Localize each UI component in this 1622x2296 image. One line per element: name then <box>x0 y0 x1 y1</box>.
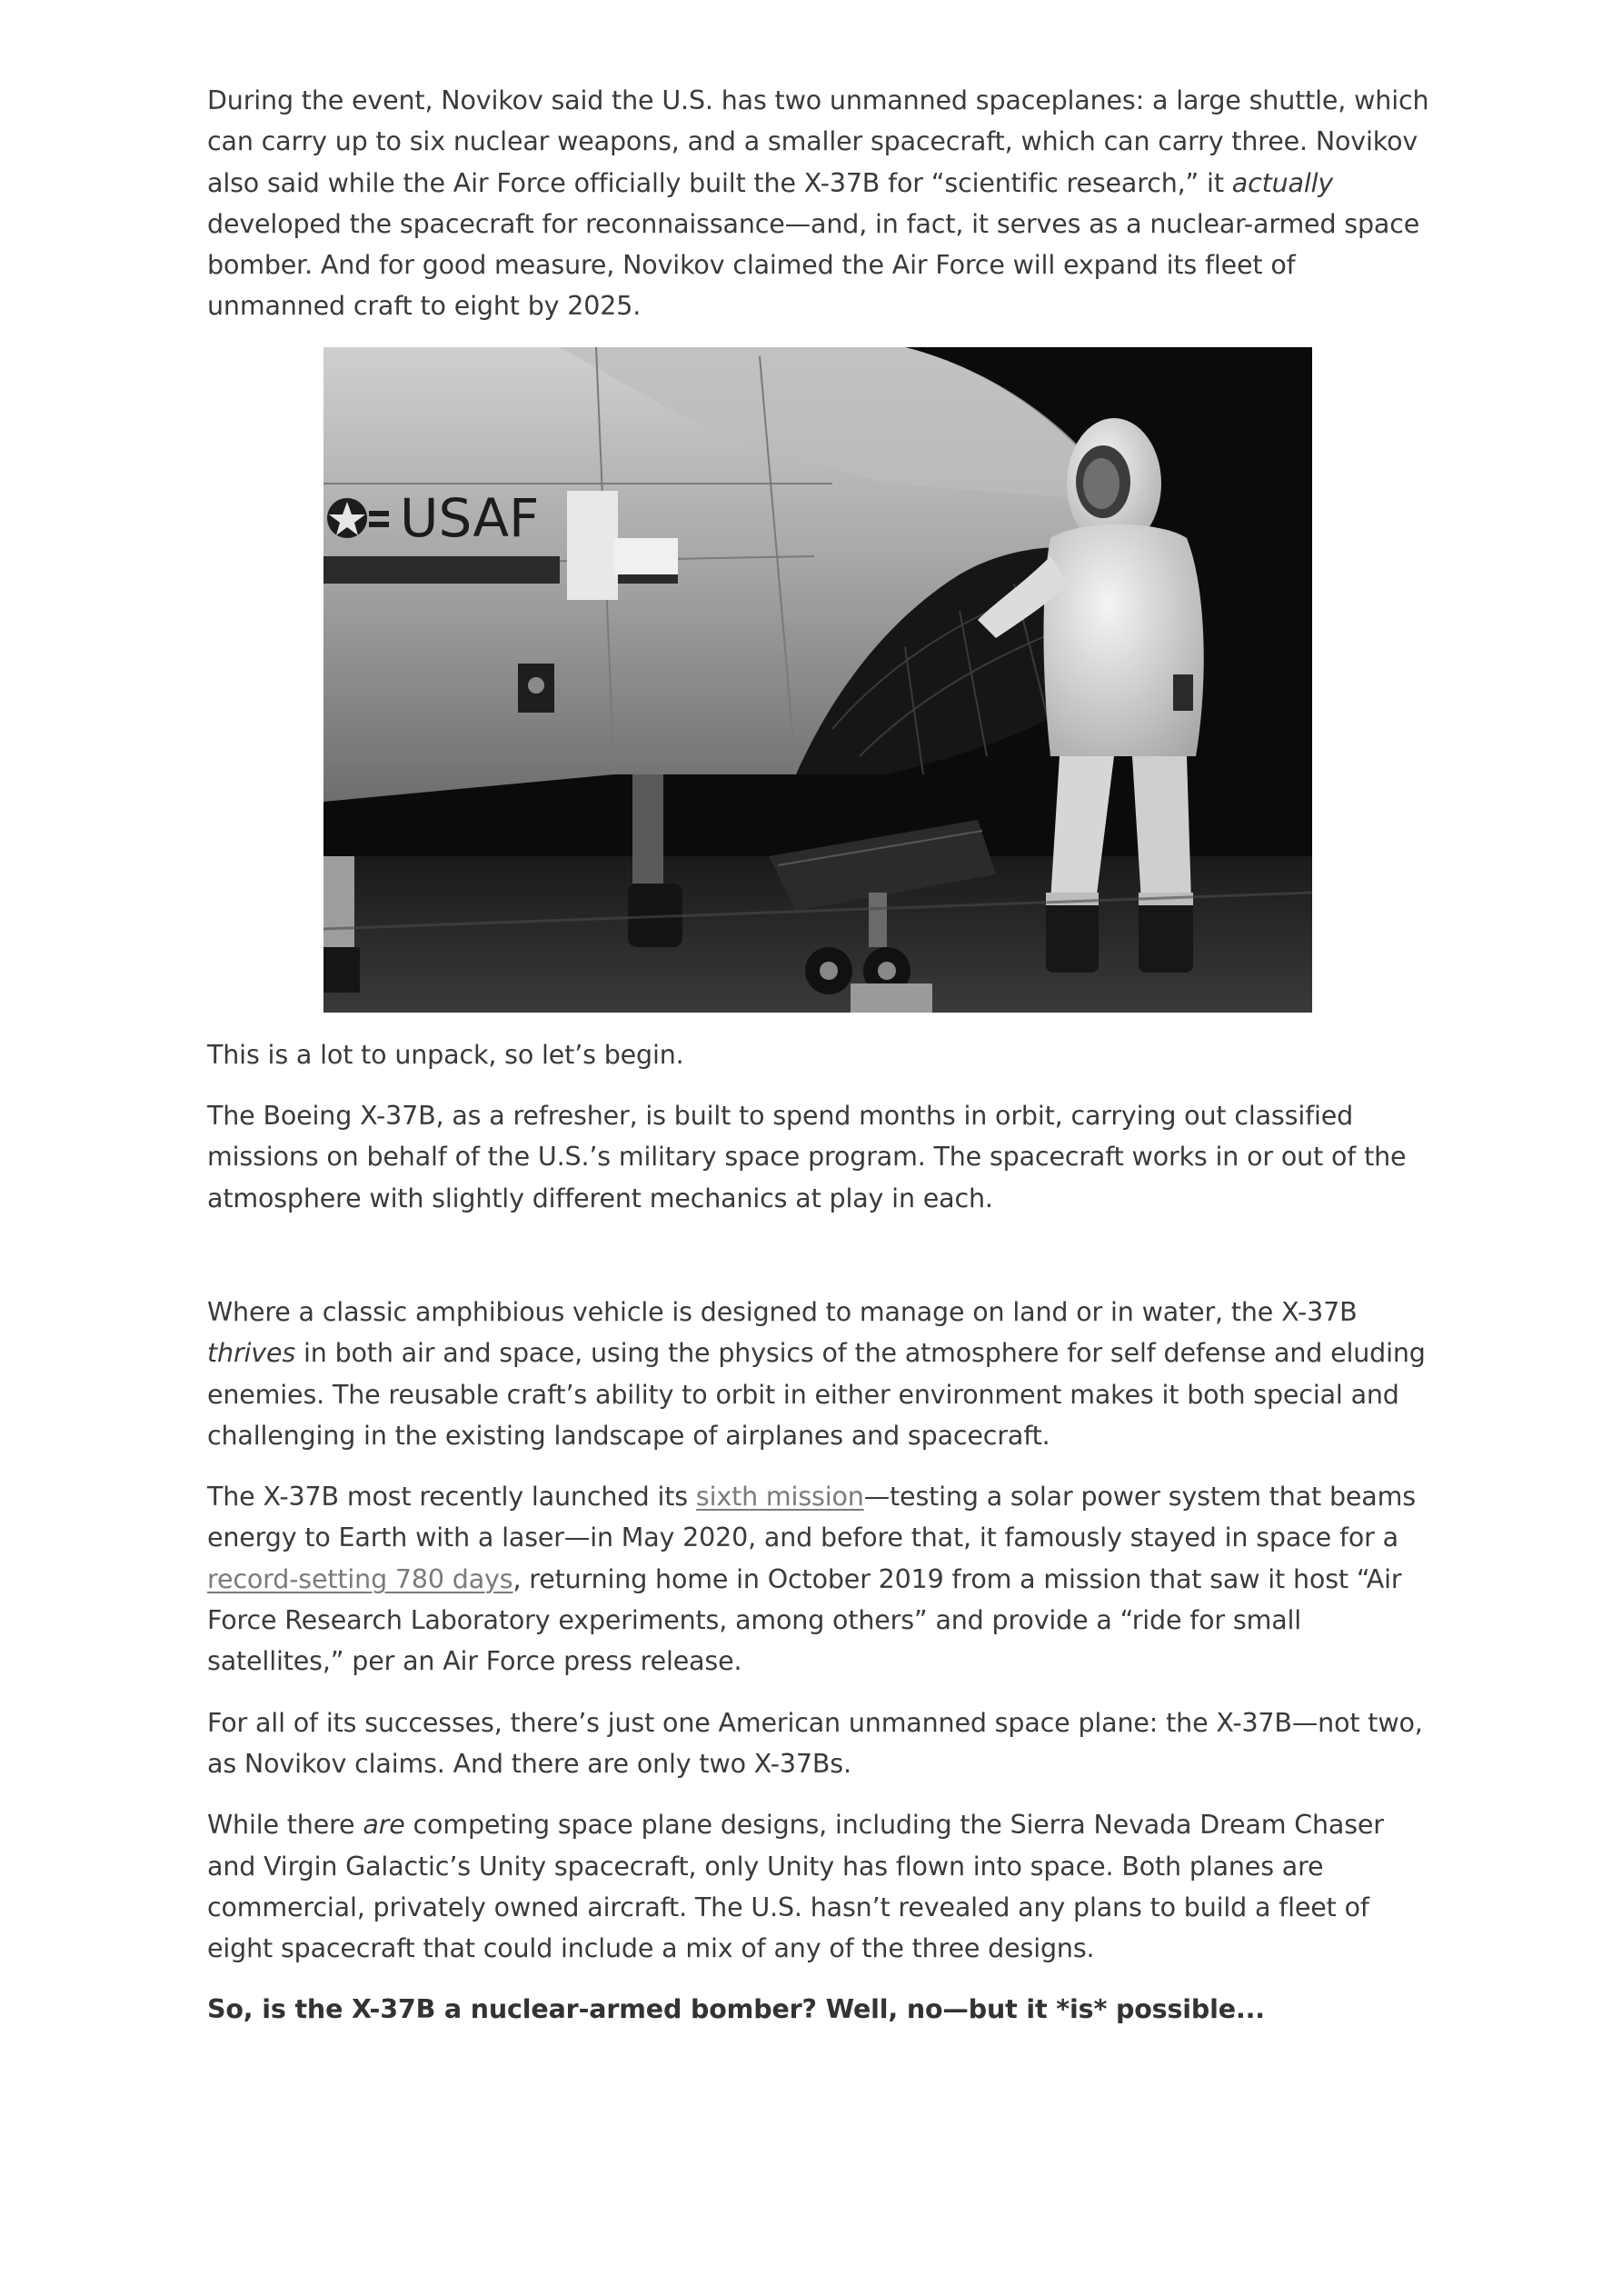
paragraph-unpack: This is a lot to unpack, so let’s begin. <box>207 1039 684 1070</box>
record-setting-link[interactable]: record-setting 780 days <box>207 1563 513 1594</box>
article-body <box>207 80 1429 2051</box>
paragraph-refresher: The Boeing X-37B, as a refresher, is built to spend months in orbit, carrying out classified missions on behalf of the U.S.’s military space program. The spacecraft works in or out of the atmosphere with slightly different mechanics at play in each. <box>207 1101 1407 1213</box>
paragraph-competing-designs: While there are competing space plane designs, including the Sierra Nevada Dream Chaser and Virgin Galactic’s Unity spacecraft, only Unity has flown into space. Both planes are commercial, privately owned aircraft. The U.S. hasn’t revealed any plans to build a fleet of eight spacecraft that could include a mix of any of the three designs. <box>207 1810 1384 1964</box>
section-heading-bomber: So, is the X-37B a nuclear-armed bomber? Well, no—but it *is* possible... <box>207 1994 1265 2025</box>
paragraph-one-plane: For all of its successes, there’s just one American unmanned space plane: the X-37B—not two, as Novikov claims. And there are only two X-37Bs. <box>207 1707 1423 1779</box>
sixth-mission-link[interactable]: sixth mission <box>695 1482 864 1512</box>
paragraph-novikov-claims: During the event, Novikov said the U.S. has two unmanned spaceplanes: a large shuttle, which can carry up to six nuclear weapons, and a smaller spacecraft, which can carry three. Novikov also said while the Air Force officially built the X-37B for “scientific research,” it actually developed the spacecraft for reconnaissance—and, in fact, it serves as a nuclear-armed space bomber. And for good measure, Novikov claimed the Air Force will expand its fleet of unmanned craft to eight by 2025. <box>207 85 1429 322</box>
paragraph-amphibious: Where a classic amphibious vehicle is designed to manage on land or in water, the X-37B thrives in both air and space, using the physics of the atmosphere for self defense and eluding enemies. The reusable craft’s ability to orbit in either environment makes it both special and challenging in the existing landscape of airplanes and spacecraft. <box>207 1296 1426 1451</box>
paragraph-missions: The X-37B most recently launched its sixth mission—testing a solar power system that beams energy to Earth with a laser—in May 2020, and before that, it famously stayed in space for a record-setting 780 days, returning home in October 2019 from a mission that saw it host “Air Force Research Laboratory experiments, among others” and provide a “ride for small satellites,” per an Air Force press release. <box>207 1482 1416 1677</box>
x37b-illustration <box>323 347 1312 1013</box>
x37b-photo <box>323 347 1312 1013</box>
section-spacer <box>207 1239 1429 1292</box>
usaf-label: USAF <box>400 486 540 549</box>
